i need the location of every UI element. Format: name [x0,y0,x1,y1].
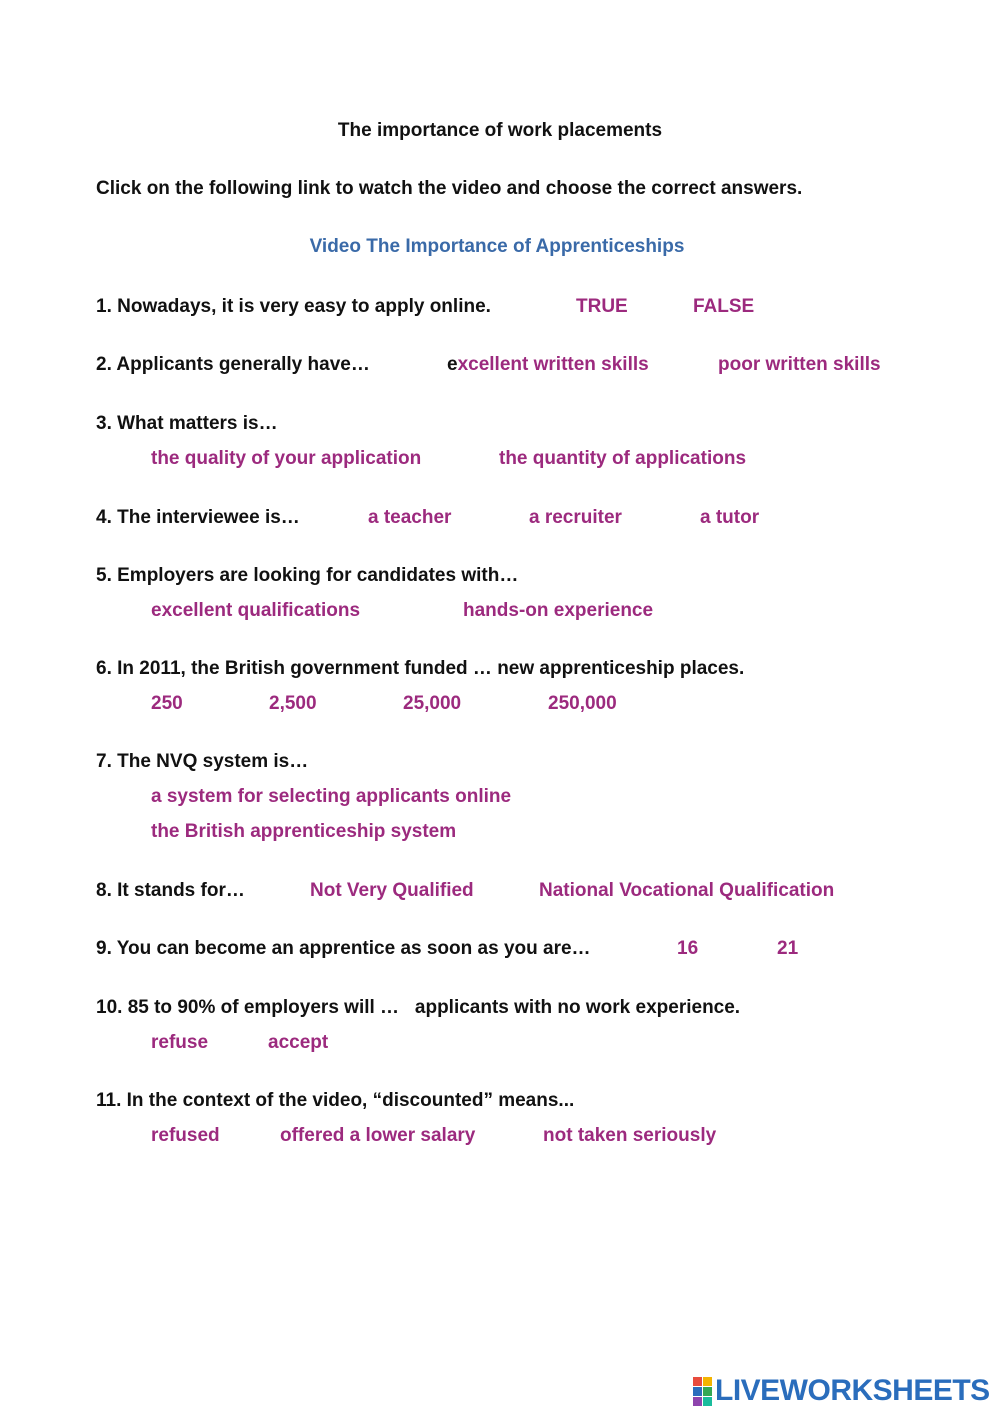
logo-mark-icon [693,1377,712,1406]
q10-option-accept[interactable]: accept [268,1032,329,1053]
q4-option-teacher[interactable]: a teacher [368,507,452,528]
q11-option-refused[interactable]: refused [151,1125,220,1146]
question-5: 5. Employers are looking for candidates with… [96,565,519,586]
q2-option-excellent-written-skills[interactable] [447,353,649,377]
q4-option-tutor[interactable]: a tutor [700,507,760,528]
question-9: 9. You can become an apprentice as soon as you are… [96,938,591,959]
q3-option-quality[interactable]: the quality of your application [151,448,422,469]
instructions: Click on the following link to watch the video and choose the correct answers. [96,178,803,199]
question-8: 8. It stands for… [96,880,245,901]
q6-option-250000[interactable]: 250,000 [548,693,617,714]
logo-text: LIVEWORKSHEETS [715,1374,990,1407]
question-1: 1. Nowadays, it is very easy to apply online. [96,296,491,317]
q8-option-not-very-qualified[interactable]: Not Very Qualified [310,880,474,901]
q2-option-poor-written-skills[interactable]: poor written skills [718,354,881,375]
q11-option-lower-salary[interactable]: offered a lower salary [280,1125,476,1146]
q11-option-not-taken-seriously[interactable]: not taken seriously [543,1125,717,1146]
question-11: 11. In the context of the video, “discounted” means... [96,1090,575,1111]
q3-option-quantity[interactable]: the quantity of applications [499,448,747,469]
question-10: 10. 85 to 90% of employers will … applicants with no work experience. [96,997,741,1018]
q7-option-apprenticeship-system[interactable]: the British apprenticeship system [151,821,457,842]
q7-option-selecting-system[interactable]: a system for selecting applicants online [151,786,512,807]
question-3: 3. What matters is… [96,413,278,434]
q5-option-hands-on[interactable]: hands-on experience [463,600,654,621]
video-link[interactable]: Video The Importance of Apprenticeships [309,236,685,257]
q1-option-true[interactable]: TRUE [576,296,628,317]
liveworksheets-logo [693,1376,990,1406]
q1-option-false[interactable]: FALSE [693,296,755,317]
q6-option-2500[interactable]: 2,500 [269,693,317,714]
q10-option-refuse[interactable]: refuse [151,1032,209,1053]
q6-option-25000[interactable]: 25,000 [403,693,462,714]
question-6: 6. In 2011, the British government funded … new apprenticeship places. [96,658,745,679]
q9-option-21[interactable]: 21 [777,938,799,959]
q2-option-rest: xcellent written skills [457,354,649,375]
q8-option-national-vocational[interactable]: National Vocational Qualification [539,880,835,901]
question-4: 4. The interviewee is… [96,507,300,528]
question-2: 2. Applicants generally have… [96,354,370,375]
question-7: 7. The NVQ system is… [96,751,309,772]
q4-option-recruiter[interactable]: a recruiter [529,507,622,528]
q5-option-qualifications[interactable]: excellent qualifications [151,600,361,621]
q9-option-16[interactable]: 16 [677,938,699,959]
q2-option-first-letter: e [447,354,458,375]
page-title: The importance of work placements [337,120,663,141]
q6-option-250[interactable]: 250 [151,693,183,714]
